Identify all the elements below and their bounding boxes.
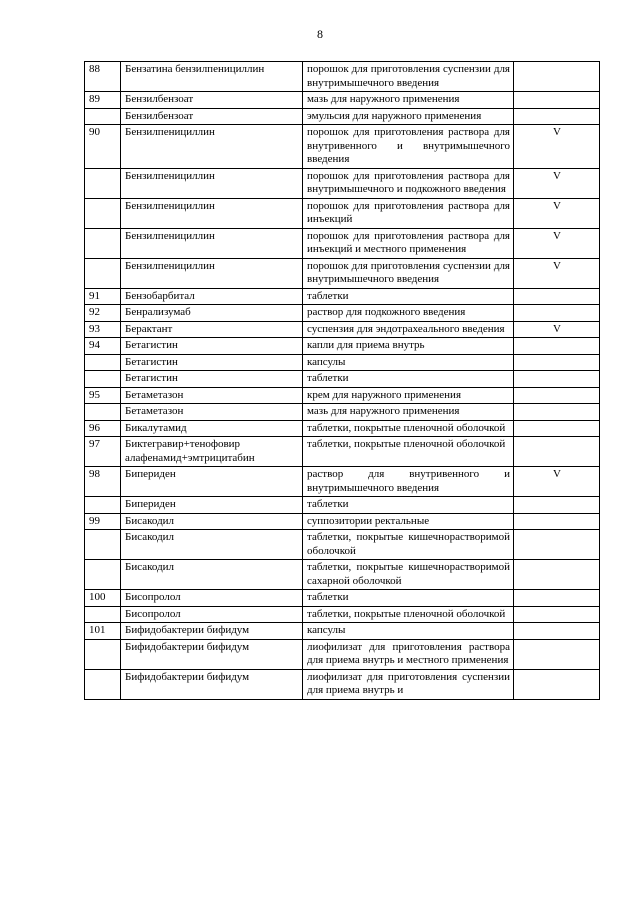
table-row	[85, 108, 600, 125]
table-row	[85, 420, 600, 437]
vital-mark: V	[514, 467, 600, 497]
drug-name: Бифидобактерии бифидум	[121, 669, 303, 699]
vital-mark	[514, 623, 600, 640]
table-row	[85, 321, 600, 338]
vital-mark	[514, 420, 600, 437]
drug-table	[84, 61, 600, 700]
drug-name: Бетагистин	[121, 354, 303, 371]
vital-mark	[514, 639, 600, 669]
row-number: 94	[85, 338, 121, 355]
dosage-form: раствор для подкожного введения	[303, 305, 514, 322]
dosage-form: эмульсия для наружного применения	[303, 108, 514, 125]
row-number: 99	[85, 513, 121, 530]
vital-mark	[514, 108, 600, 125]
dosage-form: лиофилизат для приготовления суспензии для приема внутрь и	[303, 669, 514, 699]
row-number: 98	[85, 467, 121, 497]
row-number	[85, 606, 121, 623]
row-number: 88	[85, 62, 121, 92]
vital-mark	[514, 92, 600, 109]
table-row	[85, 305, 600, 322]
dosage-form: мазь для наружного применения	[303, 92, 514, 109]
dosage-form: таблетки, покрытые кишечнорастворимой сахарной оболочкой	[303, 560, 514, 590]
row-number	[85, 669, 121, 699]
table-row	[85, 125, 600, 169]
drug-name: Бенрализумаб	[121, 305, 303, 322]
drug-name: Биктегравир+тенофовир алафенамид+эмтрицитабин	[121, 437, 303, 467]
dosage-form: порошок для приготовления суспензии для внутримышечного введения	[303, 62, 514, 92]
table-row	[85, 288, 600, 305]
row-number	[85, 530, 121, 560]
vital-mark: V	[514, 198, 600, 228]
table-row	[85, 228, 600, 258]
dosage-form: раствор для внутривенного и внутримышечного введения	[303, 467, 514, 497]
vital-mark	[514, 669, 600, 699]
drug-name: Бисопролол	[121, 590, 303, 607]
drug-name: Бисакодил	[121, 513, 303, 530]
row-number: 92	[85, 305, 121, 322]
page-number: 8	[317, 27, 323, 41]
dosage-form: лиофилизат для приготовления раствора для приема внутрь и местного применения	[303, 639, 514, 669]
table-row	[85, 387, 600, 404]
table-row	[85, 258, 600, 288]
row-number: 97	[85, 437, 121, 467]
drug-name: Бикалутамид	[121, 420, 303, 437]
drug-table-body	[85, 62, 600, 700]
table-row	[85, 371, 600, 388]
vital-mark	[514, 606, 600, 623]
table-row	[85, 338, 600, 355]
drug-name: Бипериден	[121, 467, 303, 497]
row-number	[85, 168, 121, 198]
dosage-form: суспензия для эндотрахеального введения	[303, 321, 514, 338]
table-row	[85, 530, 600, 560]
dosage-form: таблетки	[303, 371, 514, 388]
table-row	[85, 513, 600, 530]
table-row	[85, 669, 600, 699]
dosage-form: порошок для приготовления раствора для инъекций и местного применения	[303, 228, 514, 258]
vital-mark	[514, 305, 600, 322]
drug-name: Бензилпенициллин	[121, 168, 303, 198]
vital-mark: V	[514, 258, 600, 288]
dosage-form: крем для наружного применения	[303, 387, 514, 404]
row-number	[85, 404, 121, 421]
vital-mark	[514, 62, 600, 92]
row-number	[85, 371, 121, 388]
dosage-form: порошок для приготовления раствора для инъекций	[303, 198, 514, 228]
vital-mark	[514, 497, 600, 514]
vital-mark: V	[514, 228, 600, 258]
dosage-form: таблетки	[303, 590, 514, 607]
vital-mark	[514, 437, 600, 467]
drug-name: Бисакодил	[121, 560, 303, 590]
dosage-form: таблетки	[303, 288, 514, 305]
drug-name: Бензилпенициллин	[121, 258, 303, 288]
vital-mark: V	[514, 125, 600, 169]
table-row	[85, 606, 600, 623]
vital-mark	[514, 560, 600, 590]
vital-mark	[514, 530, 600, 560]
drug-name: Бифидобактерии бифидум	[121, 639, 303, 669]
row-number	[85, 639, 121, 669]
drug-name: Бисакодил	[121, 530, 303, 560]
drug-name: Бензилпенициллин	[121, 228, 303, 258]
dosage-form: таблетки, покрытые пленочной оболочкой	[303, 606, 514, 623]
dosage-form: таблетки, покрытые кишечнорастворимой оболочкой	[303, 530, 514, 560]
drug-name: Берактант	[121, 321, 303, 338]
vital-mark	[514, 513, 600, 530]
vital-mark	[514, 288, 600, 305]
row-number: 95	[85, 387, 121, 404]
drug-name: Бетагистин	[121, 371, 303, 388]
vital-mark	[514, 404, 600, 421]
table-row	[85, 198, 600, 228]
table-row	[85, 639, 600, 669]
row-number	[85, 108, 121, 125]
table-row	[85, 590, 600, 607]
row-number: 96	[85, 420, 121, 437]
drug-name: Бетаметазон	[121, 404, 303, 421]
table-row	[85, 404, 600, 421]
dosage-form: порошок для приготовления суспензии для внутримышечного введения	[303, 258, 514, 288]
row-number	[85, 560, 121, 590]
row-number: 89	[85, 92, 121, 109]
row-number	[85, 497, 121, 514]
drug-name: Бензилпенициллин	[121, 198, 303, 228]
vital-mark	[514, 354, 600, 371]
drug-name: Бифидобактерии бифидум	[121, 623, 303, 640]
dosage-form: порошок для приготовления раствора для внутримышечного и подкожного введения	[303, 168, 514, 198]
row-number	[85, 228, 121, 258]
table-row	[85, 623, 600, 640]
dosage-form: таблетки	[303, 497, 514, 514]
table-row	[85, 497, 600, 514]
drug-name: Бензатина бензилпенициллин	[121, 62, 303, 92]
vital-mark	[514, 387, 600, 404]
row-number: 101	[85, 623, 121, 640]
drug-name: Бипериден	[121, 497, 303, 514]
table-row	[85, 467, 600, 497]
drug-name: Бензилбензоат	[121, 92, 303, 109]
row-number	[85, 258, 121, 288]
dosage-form: таблетки, покрытые пленочной оболочкой	[303, 437, 514, 467]
vital-mark	[514, 338, 600, 355]
dosage-form: капли для приема внутрь	[303, 338, 514, 355]
drug-name: Бетагистин	[121, 338, 303, 355]
dosage-form: мазь для наружного применения	[303, 404, 514, 421]
drug-name: Бисопролол	[121, 606, 303, 623]
row-number	[85, 354, 121, 371]
dosage-form: суппозитории ректальные	[303, 513, 514, 530]
drug-name: Бензобарбитал	[121, 288, 303, 305]
table-row	[85, 560, 600, 590]
table-row	[85, 354, 600, 371]
table-row	[85, 92, 600, 109]
row-number: 100	[85, 590, 121, 607]
table-row	[85, 62, 600, 92]
vital-mark	[514, 371, 600, 388]
drug-name: Бетаметазон	[121, 387, 303, 404]
dosage-form: таблетки, покрытые пленочной оболочкой	[303, 420, 514, 437]
dosage-form: капсулы	[303, 623, 514, 640]
dosage-form: капсулы	[303, 354, 514, 371]
drug-name: Бензилпенициллин	[121, 125, 303, 169]
vital-mark	[514, 590, 600, 607]
row-number: 90	[85, 125, 121, 169]
vital-mark: V	[514, 321, 600, 338]
row-number	[85, 198, 121, 228]
drug-name: Бензилбензоат	[121, 108, 303, 125]
dosage-form: порошок для приготовления раствора для внутривенного и внутримышечного введения	[303, 125, 514, 169]
row-number: 93	[85, 321, 121, 338]
table-row	[85, 168, 600, 198]
row-number: 91	[85, 288, 121, 305]
table-row	[85, 437, 600, 467]
vital-mark: V	[514, 168, 600, 198]
